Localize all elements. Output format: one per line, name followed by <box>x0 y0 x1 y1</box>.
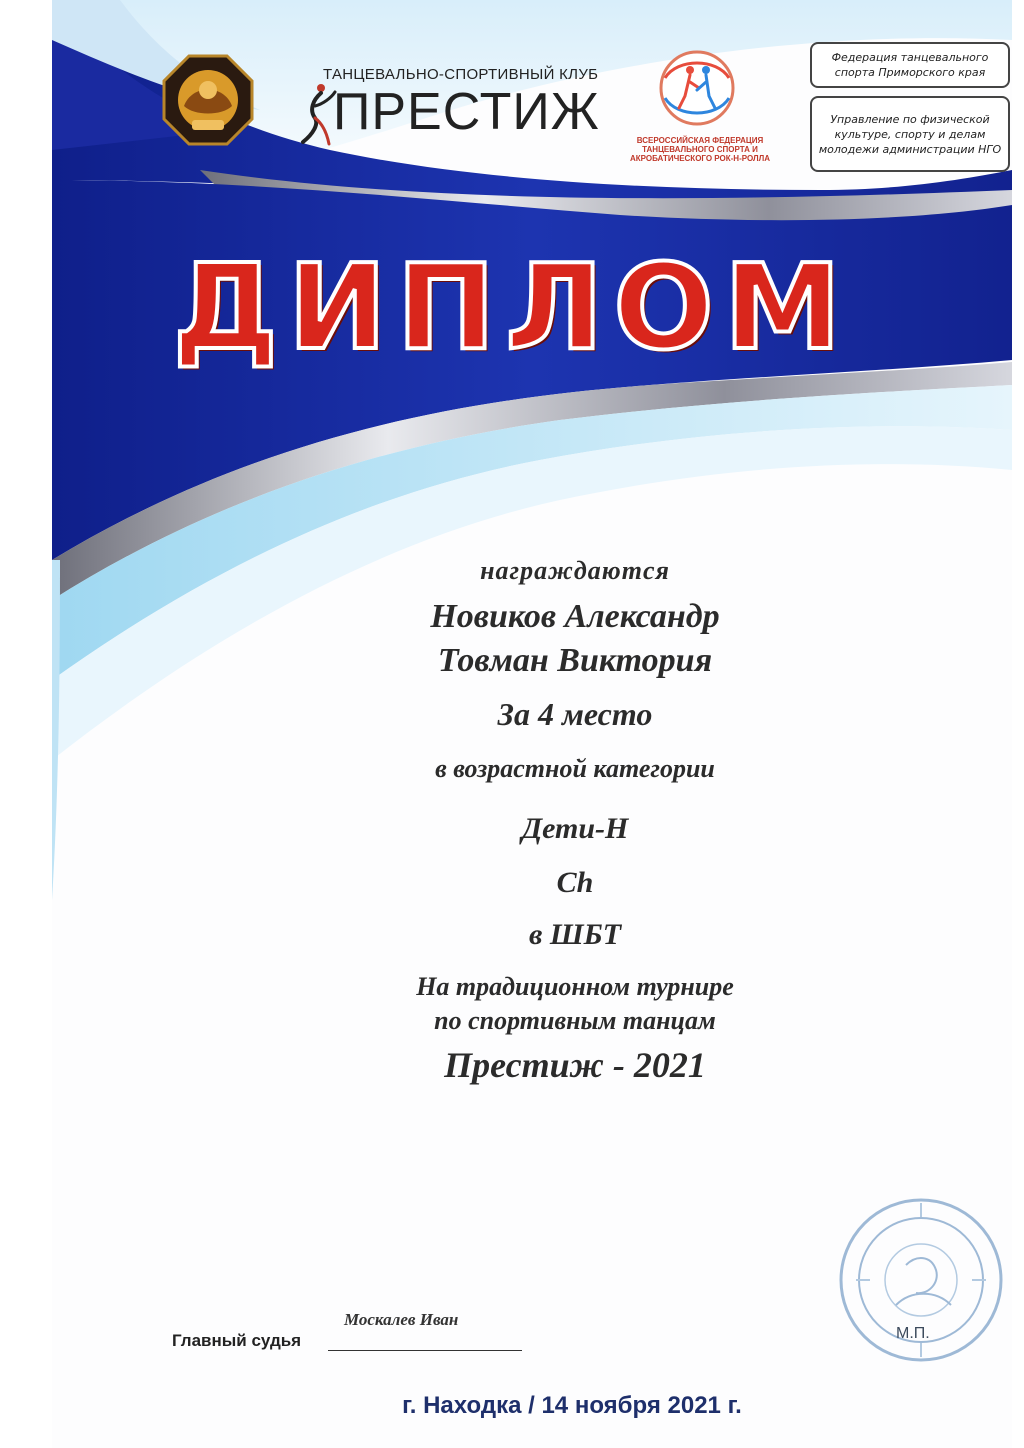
org-box-administration: Управление по физической культуре, спорту и делам молодежи администрации НГО <box>810 96 1010 172</box>
tournament-line-2: по спортивным танцам <box>434 1006 716 1035</box>
recipient-name-1: Новиков Александр <box>430 598 720 635</box>
diploma-title: ДИПЛОМ <box>172 238 852 376</box>
club-prefix: ТАНЦЕВАЛЬНО-СПОРТИВНЫЙ КЛУБ <box>323 66 599 83</box>
dancer-icon <box>295 82 337 146</box>
federation-caption: ВСЕРОССИЙСКАЯ ФЕДЕРАЦИЯ ТАНЦЕВАЛЬНОГО СПОРТА И АКРОБАТИЧЕСКОГО РОК-Н-РОЛЛА <box>630 136 770 163</box>
program: Ch <box>556 866 594 899</box>
judge-label: Главный судья <box>172 1331 302 1350</box>
discipline: в ШБТ <box>528 918 622 951</box>
footer-place-date: г. Находка / 14 ноября 2021 г. <box>402 1392 742 1419</box>
place-text: За 4 место <box>497 696 653 732</box>
category-label: в возрастной категории <box>435 754 715 783</box>
awarded-text: награждаются <box>480 556 670 585</box>
age-group: Дети-Н <box>521 812 629 845</box>
stamp-mp-label: М.П. <box>896 1325 930 1342</box>
recipient-name-2: Товман Виктория <box>437 642 713 679</box>
club-emblem-icon <box>162 54 254 146</box>
club-name: ПРЕСТИЖ <box>333 83 600 141</box>
federation-logo <box>615 48 785 176</box>
org-box-federation: Федерация танцевального спорта Приморского края <box>810 42 1010 88</box>
event-name: Престиж - 2021 <box>444 1045 706 1085</box>
federation-emblem-icon <box>657 48 737 128</box>
header-logos <box>150 40 800 180</box>
signature-line <box>328 1350 522 1351</box>
tournament-line-1: На традиционном турнире <box>416 972 734 1001</box>
judge-name: Москалев Иван <box>344 1310 459 1329</box>
